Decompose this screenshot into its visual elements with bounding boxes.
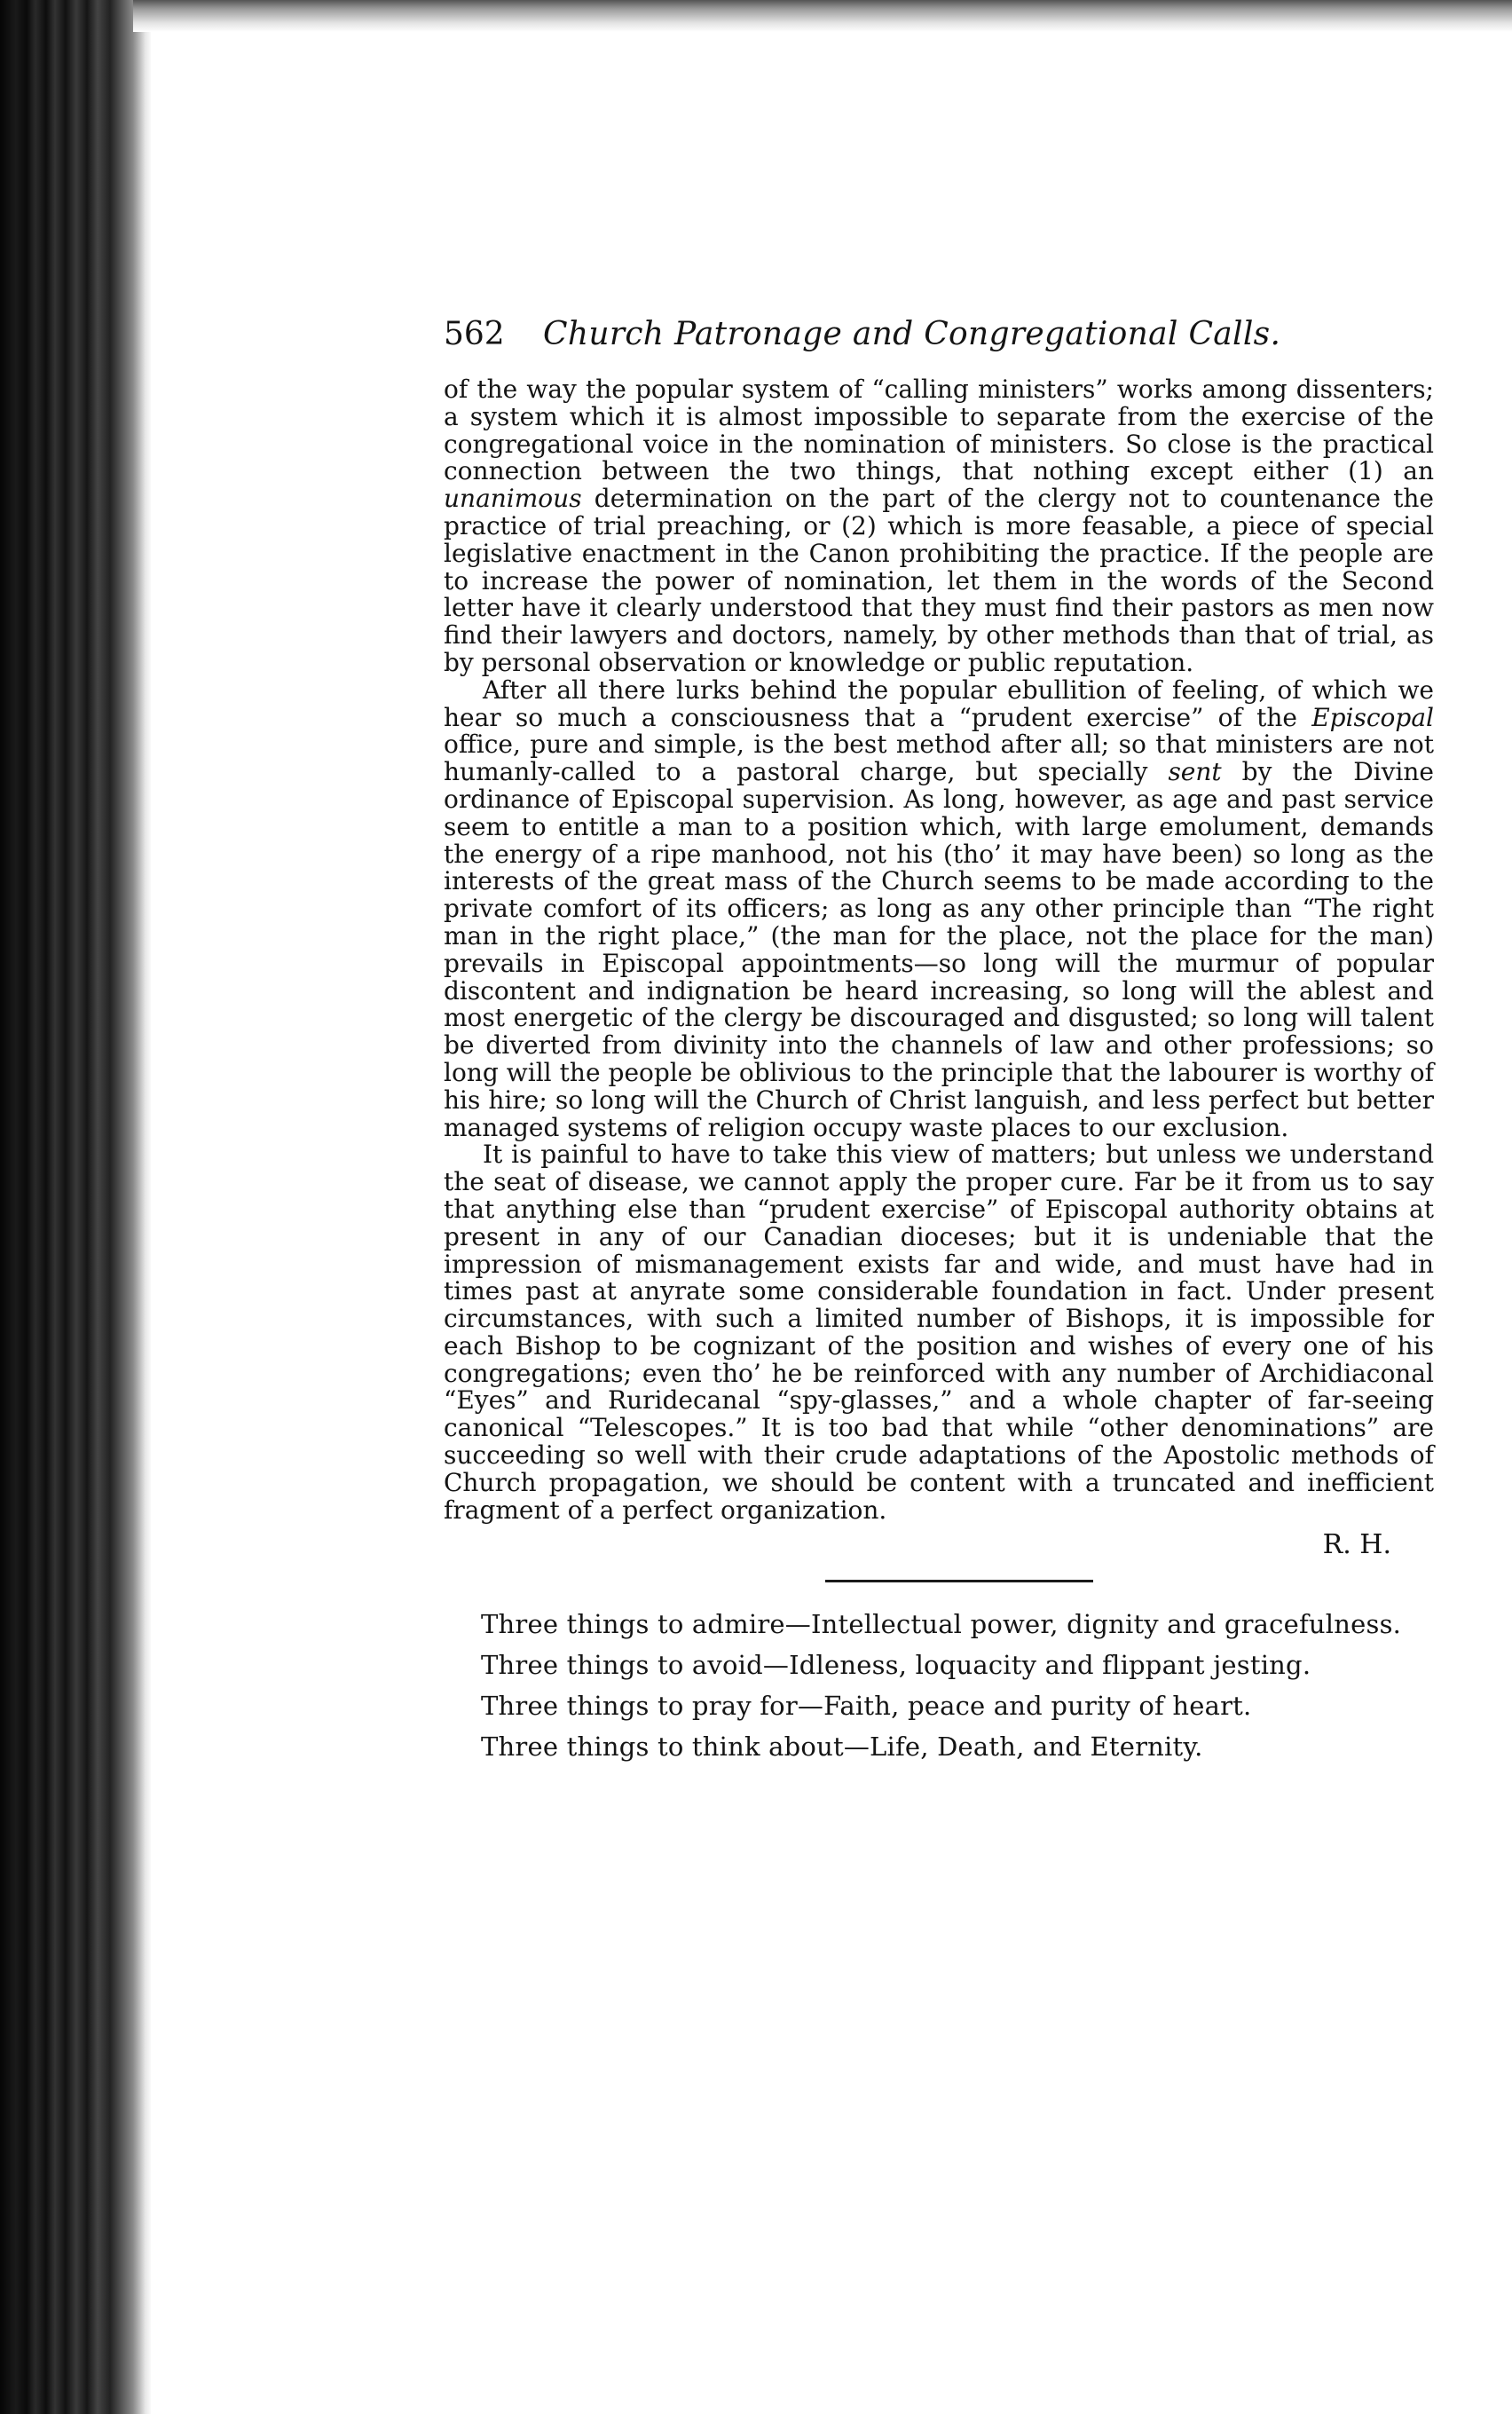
maxim-item: Three things to pray for—Faith, peace and purity of heart.: [481, 1691, 1252, 1722]
emphasis-sent: sent: [1168, 757, 1222, 787]
paragraph-1: [444, 376, 1434, 677]
book-page: [444, 316, 1434, 1767]
maxims-list: [481, 1604, 1434, 1767]
paragraph-2-text-a: After all there lurks behind the popular ebullition of feeling, of which we hear so much a consciousness that a “prudent exercise” of the: [444, 674, 1434, 732]
paragraph-2-text-e: by the Divine ordinance of Episcopal supervision. As long, however, as age and past service seem to entitle a man to a position which, with large emolument, demands the energy of a ripe manhood, not his (tho’ it may have been) so long as the interests of the great mass of the Church seems to be made according to the private comfort of its officers; as long as any other principle than “The right man in the right place,” (the man for the place, not the place for the man) prevails in Episcopal appointments—so long will the murmur of popular discontent and indignation be heard increasing, so long will the ablest and most energetic of the clergy be discouraged and disgusted; so long will talent be diverted from divinity into the channels of law and other professions; so long will the people be oblivious to the principle that the labourer is worthy of his hire; so long will the Church of Christ languish, and less perfect but better managed systems of religion occupy waste places to our exclusion.: [444, 757, 1434, 1142]
emphasis-unanimous: unanimous: [444, 484, 582, 514]
maxim-item: Three things to admire—Intellectual power, dignity and gracefulness.: [481, 1609, 1402, 1640]
emphasis-episcopal: Episcopal: [1311, 702, 1434, 732]
paragraph-1-text-c: determination on the part of the clergy not to countenance the practice of trial preaching, or (2) which is more feasable, a piece of special legislative enactment in the Canon prohibiting the practice. If the people are to increase the power of nomination, let them in the words of the Second letter have it clearly understood that they must find their pastors as men now find their lawyers and doctors, namely, by other methods than that of trial, as by personal observation or knowledge or public reputation.: [444, 484, 1434, 677]
author-signature: R. H.: [1322, 1529, 1391, 1561]
page-top-shadow: [133, 0, 1512, 32]
paragraph-2-text-c: office, pure and simple, is the best method after all; so that ministers are not humanly-called to a pastoral charge, but specially: [444, 730, 1434, 787]
book-binding-edge: [0, 0, 133, 2414]
section-divider: [825, 1580, 1093, 1582]
page-number: 562: [444, 316, 505, 352]
maxim-item: Three things to avoid—Idleness, loquacity and flippant jesting.: [481, 1650, 1311, 1681]
page-gutter-shadow: [133, 0, 151, 2414]
running-head: [444, 316, 1434, 371]
paragraph-1-text-a: of the way the popular system of “calling ministers” works among dissenters; a system which it is almost impossible to separate from the exercise of the congregational voice in the nomination of ministers. So close is the practical connection between the two things, that nothing except either (1) an: [444, 375, 1434, 486]
running-title: Church Patronage and Congregational Calls.: [543, 316, 1281, 352]
paragraph-3: It is painful to have to take this view of matters; but unless we understand the seat of disease, we cannot apply the proper cure. Far be it from us to say that anything else than “prudent exercise” of Episcopal authority obtains at present in any of our Canadian dioceses; but it is undeniable that the impression of mismanagement exists far and wide, and must have had in times past at anyrate some considerable foundation in fact. Under present circumstances, with such a limited number of Bishops, it is impossible for each Bishop to be cognizant of the position and wishes of every one of his congregations; even tho’ he be reinforced with any number of Archidiaconal “Eyes” and Ruridecanal “spy-glasses,” and a whole chapter of far-seeing canonical “Telescopes.” It is too bad that while “other denominations” are succeeding so well with their crude adaptations of the Apostolic methods of Church propagation, we should be content with a truncated and inefficient fragment of a perfect organization.: [444, 1140, 1434, 1525]
paragraph-2: [444, 674, 1434, 1142]
maxim-item: Three things to think about—Life, Death, and Eternity.: [481, 1732, 1203, 1763]
